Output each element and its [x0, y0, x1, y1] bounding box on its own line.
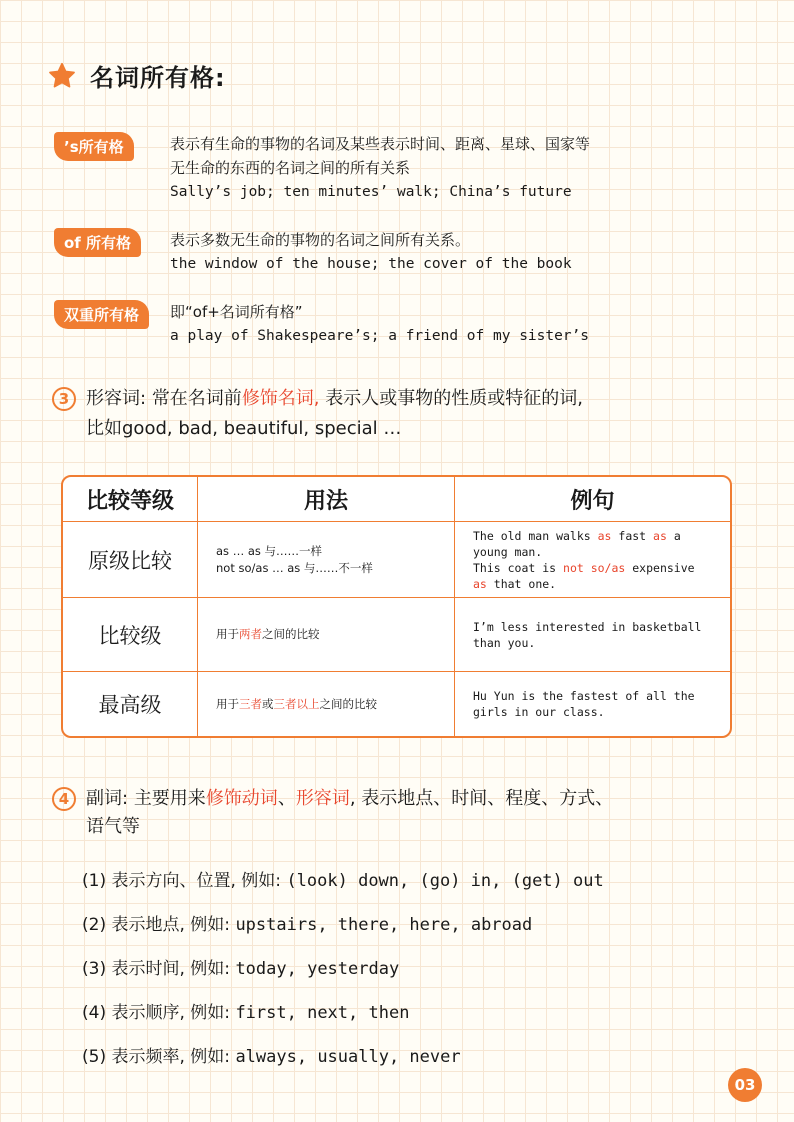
item-en: upstairs, there, here, abroad	[235, 915, 533, 935]
table-header-row	[63, 477, 730, 522]
item-en: (look) down, (go) in, (get) out	[286, 871, 604, 891]
table-row	[63, 522, 730, 598]
usage-line: as … as 与……一样	[216, 543, 323, 558]
adverb-label: 副词:	[86, 788, 129, 809]
example-cell	[455, 522, 730, 598]
usage-highlight: 三者以上	[273, 696, 320, 711]
tag-double-possessive: 双重所有格	[54, 300, 149, 329]
adverb-line-1	[86, 784, 613, 814]
usage-text: 或	[262, 696, 274, 711]
adverb-sep: 、	[277, 788, 296, 809]
example-line: Hu Yun is the fastest of all the	[473, 689, 695, 703]
example-text: This coat is	[473, 560, 564, 575]
tag-s-possessive: ’s所有格	[54, 132, 134, 161]
adjective-pre: 常在名词前	[151, 388, 242, 409]
item-en: first, next, then	[235, 1003, 410, 1023]
level-cell: 比较级	[63, 598, 198, 672]
s-possessive-desc-1: 表示有生命的事物的名词及某些表示时间、距离、星球、国家等	[170, 135, 591, 153]
adverb-highlight-2: 形容词	[295, 788, 350, 809]
item-en: always, usually, never	[235, 1047, 461, 1067]
example-line	[473, 528, 730, 544]
adverb-line-2: 语气等	[86, 816, 140, 837]
page-number: 03	[728, 1068, 762, 1102]
example-line: young man.	[473, 544, 543, 559]
table-row	[63, 672, 730, 736]
list-item	[82, 1042, 461, 1067]
tag-of-possessive: of 所有格	[54, 228, 141, 257]
example-text: a	[666, 528, 681, 543]
list-item	[82, 866, 604, 891]
section-number-4: 4	[52, 787, 76, 811]
list-item	[82, 998, 409, 1023]
section-number-3: 3	[52, 387, 76, 411]
comparison-table	[61, 475, 732, 738]
list-item	[82, 910, 532, 935]
section-title	[48, 58, 226, 93]
example-text: The old man walks	[473, 528, 598, 543]
s-possessive-desc-2: 无生命的东西的名词之间的所有关系	[170, 159, 411, 177]
example-highlight: as	[473, 576, 487, 591]
usage-text: 之间的比较	[262, 627, 320, 641]
usage-cell	[198, 522, 455, 598]
item-cn: (5) 表示频率, 例如:	[82, 1047, 236, 1067]
adjective-line-1	[86, 384, 583, 414]
example-text: expensive	[625, 560, 695, 575]
example-highlight: as	[653, 528, 667, 543]
example-line	[473, 576, 730, 592]
s-possessive-example: Sally’s job; ten minutes’ walk; China’s future	[170, 184, 572, 200]
usage-text: 用于	[216, 627, 239, 641]
double-possessive-desc: 即“of+名词所有格”	[170, 303, 303, 321]
level-cell: 最高级	[63, 672, 198, 736]
of-possessive-example: the window of the house; the cover of the book	[170, 256, 572, 272]
example-line: I’m less interested in basketball	[473, 619, 702, 634]
usage-highlight: 三者	[239, 696, 262, 711]
item-cn: (1) 表示方向、位置, 例如:	[82, 871, 287, 891]
item-cn: (4) 表示顺序, 例如:	[82, 1003, 236, 1023]
adverb-post: , 表示地点、时间、程度、方式、	[349, 788, 614, 809]
table-row	[63, 598, 730, 672]
example-line: than you.	[473, 635, 536, 650]
example-line	[473, 560, 730, 576]
star-icon	[48, 62, 76, 90]
table-header: 用法	[198, 477, 455, 522]
usage-highlight: 两者	[239, 627, 262, 641]
usage-text: 用于	[216, 696, 239, 711]
usage-line: not so/as … as 与……不一样	[216, 560, 373, 575]
adjective-label: 形容词:	[86, 388, 147, 409]
example-highlight: not so/as	[563, 560, 626, 575]
usage-cell	[198, 598, 455, 672]
example-text: that one.	[486, 576, 557, 591]
of-possessive-desc: 表示多数无生命的事物的名词之间所有关系。	[170, 231, 471, 249]
example-cell	[455, 672, 730, 736]
table-header: 比较等级	[63, 477, 198, 522]
list-item	[82, 954, 399, 979]
usage-cell	[198, 672, 455, 736]
title-text: 名词所有格:	[90, 64, 226, 92]
adverb-highlight-1: 修饰动词	[205, 788, 278, 809]
item-en: today, yesterday	[235, 959, 400, 979]
example-text: fast	[611, 528, 654, 543]
level-cell: 原级比较	[63, 522, 198, 598]
example-highlight: as	[597, 528, 612, 543]
adjective-post: 表示人或事物的性质或特征的词,	[325, 388, 584, 409]
usage-text: 之间的比较	[319, 696, 377, 711]
adverb-pre: 主要用来	[133, 788, 206, 809]
table-header: 例句	[455, 477, 730, 522]
example-line: girls in our class.	[473, 705, 605, 719]
adjective-line-2: 比如good, bad, beautiful, special …	[86, 418, 402, 439]
item-cn: (2) 表示地点, 例如:	[82, 915, 236, 935]
adjective-highlight: 修饰名词,	[241, 388, 320, 409]
item-cn: (3) 表示时间, 例如:	[82, 959, 236, 979]
double-possessive-example: a play of Shakespeare’s; a friend of my sister’s	[170, 328, 590, 344]
example-cell	[455, 598, 730, 672]
